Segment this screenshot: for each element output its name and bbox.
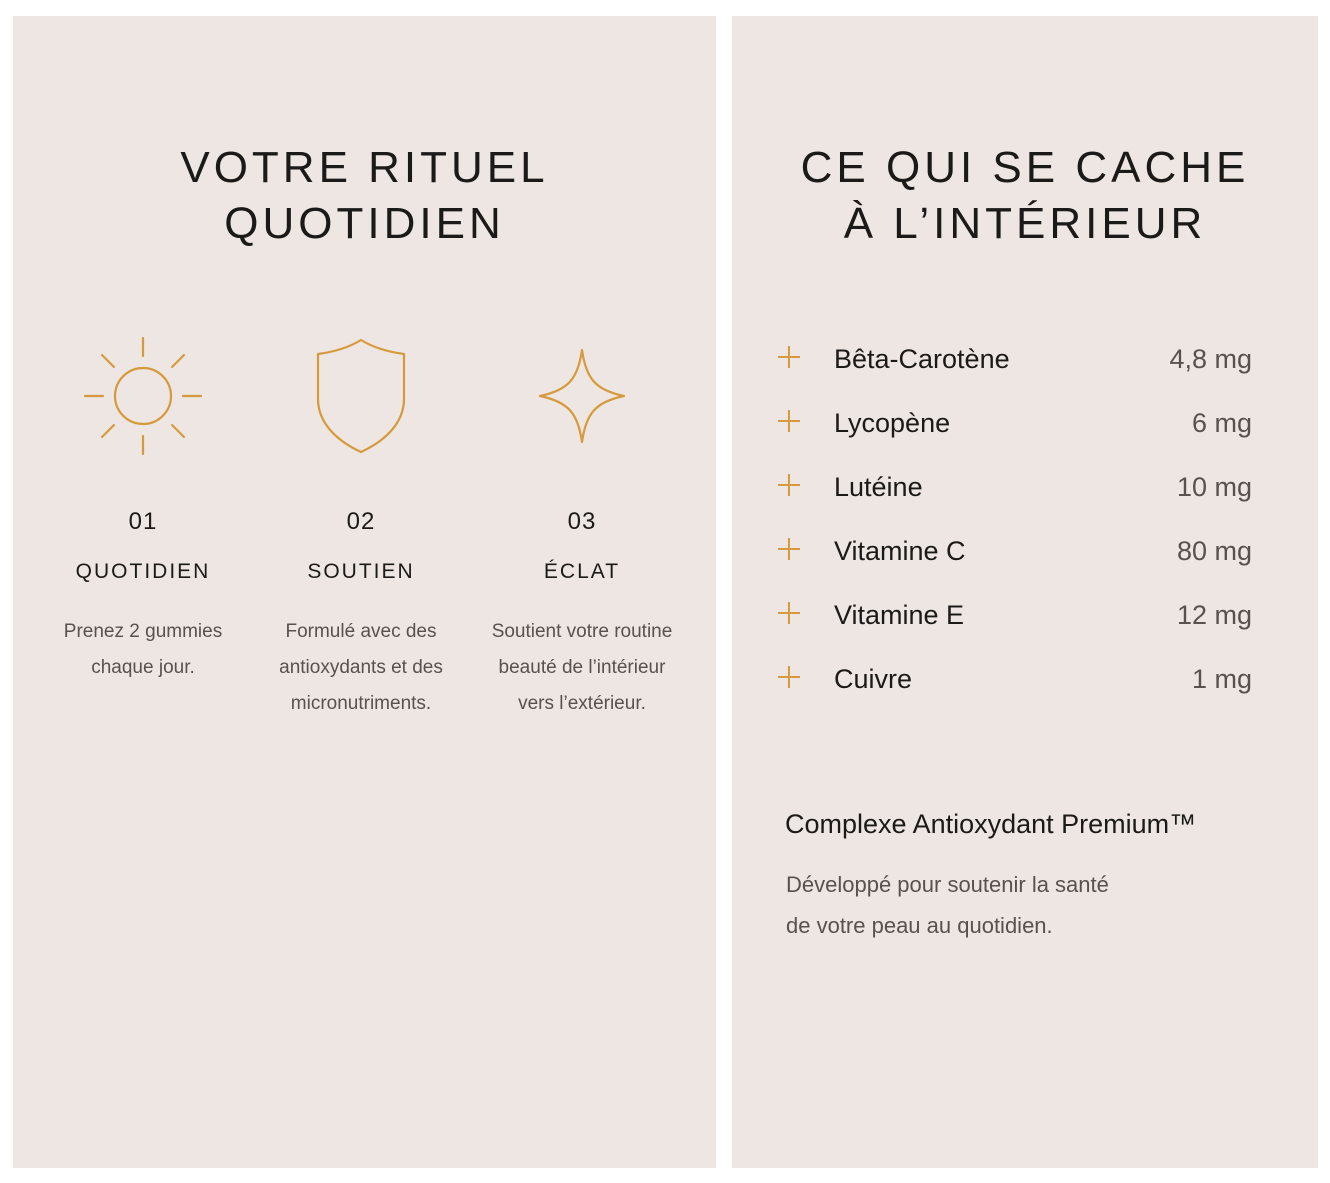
ingredient-name: Cuivre [834, 664, 913, 694]
shield-icon [251, 316, 471, 476]
step-description-line: beauté de l’intérieur [498, 657, 666, 678]
step-name: QUOTIDIEN [75, 560, 211, 583]
ingredient-amount: 1 mg [1191, 664, 1252, 694]
ritual-panel [13, 16, 716, 1168]
ingredient-amount: 80 mg [1176, 536, 1252, 566]
ingredient-name: Lutéine [834, 472, 923, 502]
ritual-title-line2: QUOTIDIEN [224, 199, 505, 248]
ingredients-title-line2: À L’INTÉRIEUR [843, 199, 1207, 248]
ingredient-row [778, 334, 1252, 398]
step-description-line: antioxydants et des [279, 657, 443, 678]
step-description [251, 614, 471, 722]
ingredient-name: Bêta-Carotène [834, 344, 1010, 374]
sun-icon [33, 316, 253, 476]
complex-description [786, 864, 1166, 946]
step-number: 03 [567, 508, 597, 535]
step-name: ÉCLAT [543, 560, 621, 583]
plus-icon [778, 346, 800, 368]
step-number: 01 [128, 508, 158, 535]
step-description-line: chaque jour. [91, 657, 195, 678]
ingredient-row [778, 526, 1252, 590]
step-description-line: vers l’extérieur. [518, 693, 646, 714]
step-description-line: Prenez 2 gummies [63, 621, 223, 642]
ingredients-panel [732, 16, 1318, 1168]
ritual-step-glow [472, 316, 692, 722]
ingredient-row [778, 398, 1252, 462]
ritual-step-daily [33, 316, 253, 686]
ingredient-amount: 4,8 mg [1169, 344, 1252, 374]
ingredients-title-line1: CE QUI SE CACHE [800, 143, 1250, 192]
plus-icon [778, 538, 800, 560]
ingredient-name: Vitamine E [834, 600, 965, 630]
ritual-step-support [251, 316, 471, 722]
plus-icon [778, 666, 800, 688]
ritual-title-line1: VOTRE RITUEL [180, 143, 549, 192]
plus-icon [778, 410, 800, 432]
complex-description-line: de votre peau au quotidien. [786, 913, 1053, 938]
step-description [33, 614, 253, 686]
ingredient-row [778, 462, 1252, 526]
ingredient-row [778, 654, 1252, 718]
step-description-line: Soutient votre routine [491, 621, 673, 642]
ingredient-amount: 10 mg [1176, 472, 1252, 502]
ingredient-amount: 6 mg [1191, 408, 1252, 438]
step-description-line: micronutriments. [290, 693, 432, 714]
step-description [472, 614, 692, 722]
step-name: SOUTIEN [307, 560, 415, 583]
sparkle-icon [472, 316, 692, 476]
ingredient-amount: 12 mg [1176, 600, 1252, 630]
step-number: 02 [346, 508, 376, 535]
ritual-title [13, 140, 716, 252]
ingredient-row [778, 590, 1252, 654]
plus-icon [778, 602, 800, 624]
plus-icon [778, 474, 800, 496]
ingredients-title [732, 140, 1318, 252]
ingredient-list [778, 334, 1252, 718]
complex-title: Complexe Antioxydant Premium™ [785, 809, 1197, 839]
step-description-line: Formulé avec des [285, 621, 437, 642]
complex-description-line: Développé pour soutenir la santé [786, 872, 1109, 897]
ingredient-name: Vitamine C [834, 536, 966, 566]
ingredient-name: Lycopène [834, 408, 951, 438]
